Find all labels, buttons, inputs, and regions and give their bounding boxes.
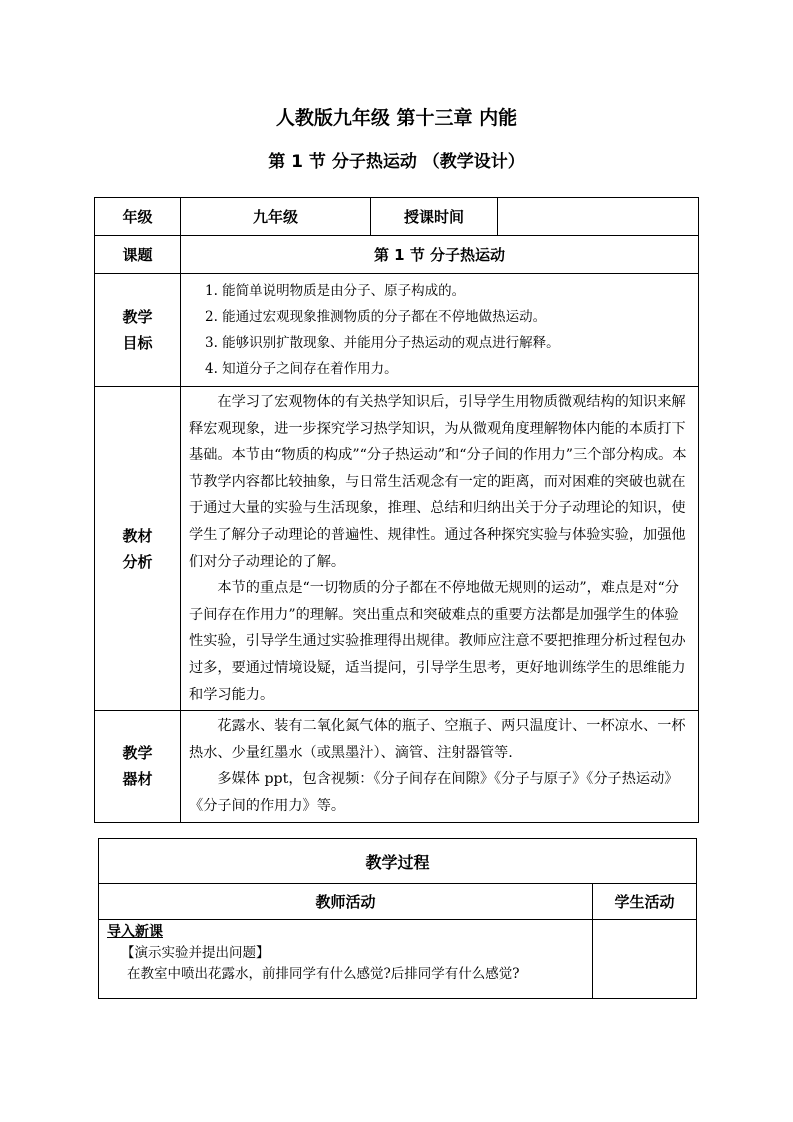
materials-content — [181, 711, 699, 822]
time-value — [498, 198, 699, 236]
materials-row — [95, 711, 699, 822]
student-activity-cell — [593, 920, 697, 999]
topic-row — [95, 236, 699, 274]
student-activity-header: 学生活动 — [593, 884, 697, 920]
goal-item: 3. 能够识别扩散现象、并能用分子热运动的观点进行解释。 — [205, 335, 560, 351]
process-row — [99, 920, 697, 999]
demo-title: 【演示实验并提出问题】 — [121, 945, 270, 961]
materials-label: 教学器材 — [95, 711, 181, 822]
process-title: 教学过程 — [99, 839, 697, 884]
analysis-row — [95, 387, 699, 711]
lesson-info-table — [94, 197, 699, 823]
teacher-activity-cell — [99, 920, 593, 999]
teaching-process-table — [98, 838, 697, 999]
document-subtitle: 第 1 节 分子热运动 （教学设计） — [268, 152, 525, 172]
teacher-activity-header: 教师活动 — [99, 884, 593, 920]
goals-list — [181, 274, 699, 387]
analysis-label: 教材分析 — [95, 387, 181, 711]
section-title: 导入新课 — [107, 924, 163, 940]
materials-paragraph: 花露水、装有二氧化氮气体的瓶子、空瓶子、两只温度计、一杯凉水、一杯热水、少量红墨水（或黑墨汁）、滴管、注射器管等. — [189, 718, 686, 761]
grade-label: 年级 — [95, 198, 181, 236]
goal-item: 2. 能通过宏观现象推测物质的分子都在不停地做热运动。 — [205, 309, 547, 325]
time-label: 授课时间 — [371, 198, 498, 236]
document-title: 人教版九年级 第十三章 内能 — [275, 107, 518, 129]
grade-value: 九年级 — [181, 198, 371, 236]
analysis-content — [181, 387, 699, 711]
process-title-row — [99, 839, 697, 884]
goals-row — [95, 274, 699, 387]
materials-paragraph: 多媒体 ppt，包含视频：《分子间存在间隙》《分子与原子》《分子热运动》《分子间的作用力》等。 — [189, 771, 679, 814]
grade-row — [95, 198, 699, 236]
analysis-paragraph: 在学习了宏观物体的有关热学知识后，引导学生用物质微观结构的知识来解释宏观现象，进一步探究学习热学知识，为从微观角度理解物体内能的本质打下基础。本节由“物质的构成”“分子热运动”和“分子间的作用力”三个部分构成。本节教学内容都比较抽象，与日常生活观念有一定的距离，而对困难的突破也就在于通过大量的实验与生活现象，推理、总结和归纳出关于分子动理论的知识，使学生了解分子动理论的普遍性、规律性。通过各种探究实验与体验实验，加强他们对分子动理论的了解。 — [189, 394, 687, 570]
analysis-paragraph: 本节的重点是“一切物质的分子都在不停地做无规则的运动”，难点是对“分子间存在作用力”的理解。突出重点和突破难点的重要方法都是加强学生的体验性实验，引导学生通过实验推理得出规律。教师应注意不要把推理分析过程包办过多，要通过情境设疑，适当提问，引导学生思考，更好地训练学生的思维能力和学习能力。 — [189, 580, 686, 703]
intro-question: 在教室中喷出花露水，前排同学有什么感觉?后排同学有什么感觉? — [127, 966, 520, 982]
process-header-row — [99, 884, 697, 920]
topic-label: 课题 — [95, 236, 181, 274]
goal-item: 4. 知道分子之间存在着作用力。 — [205, 361, 398, 377]
goals-label: 教学目标 — [95, 274, 181, 387]
goal-item: 1. 能简单说明物质是由分子、原子构成的。 — [205, 283, 466, 299]
topic-value: 第 1 节 分子热运动 — [181, 236, 699, 274]
